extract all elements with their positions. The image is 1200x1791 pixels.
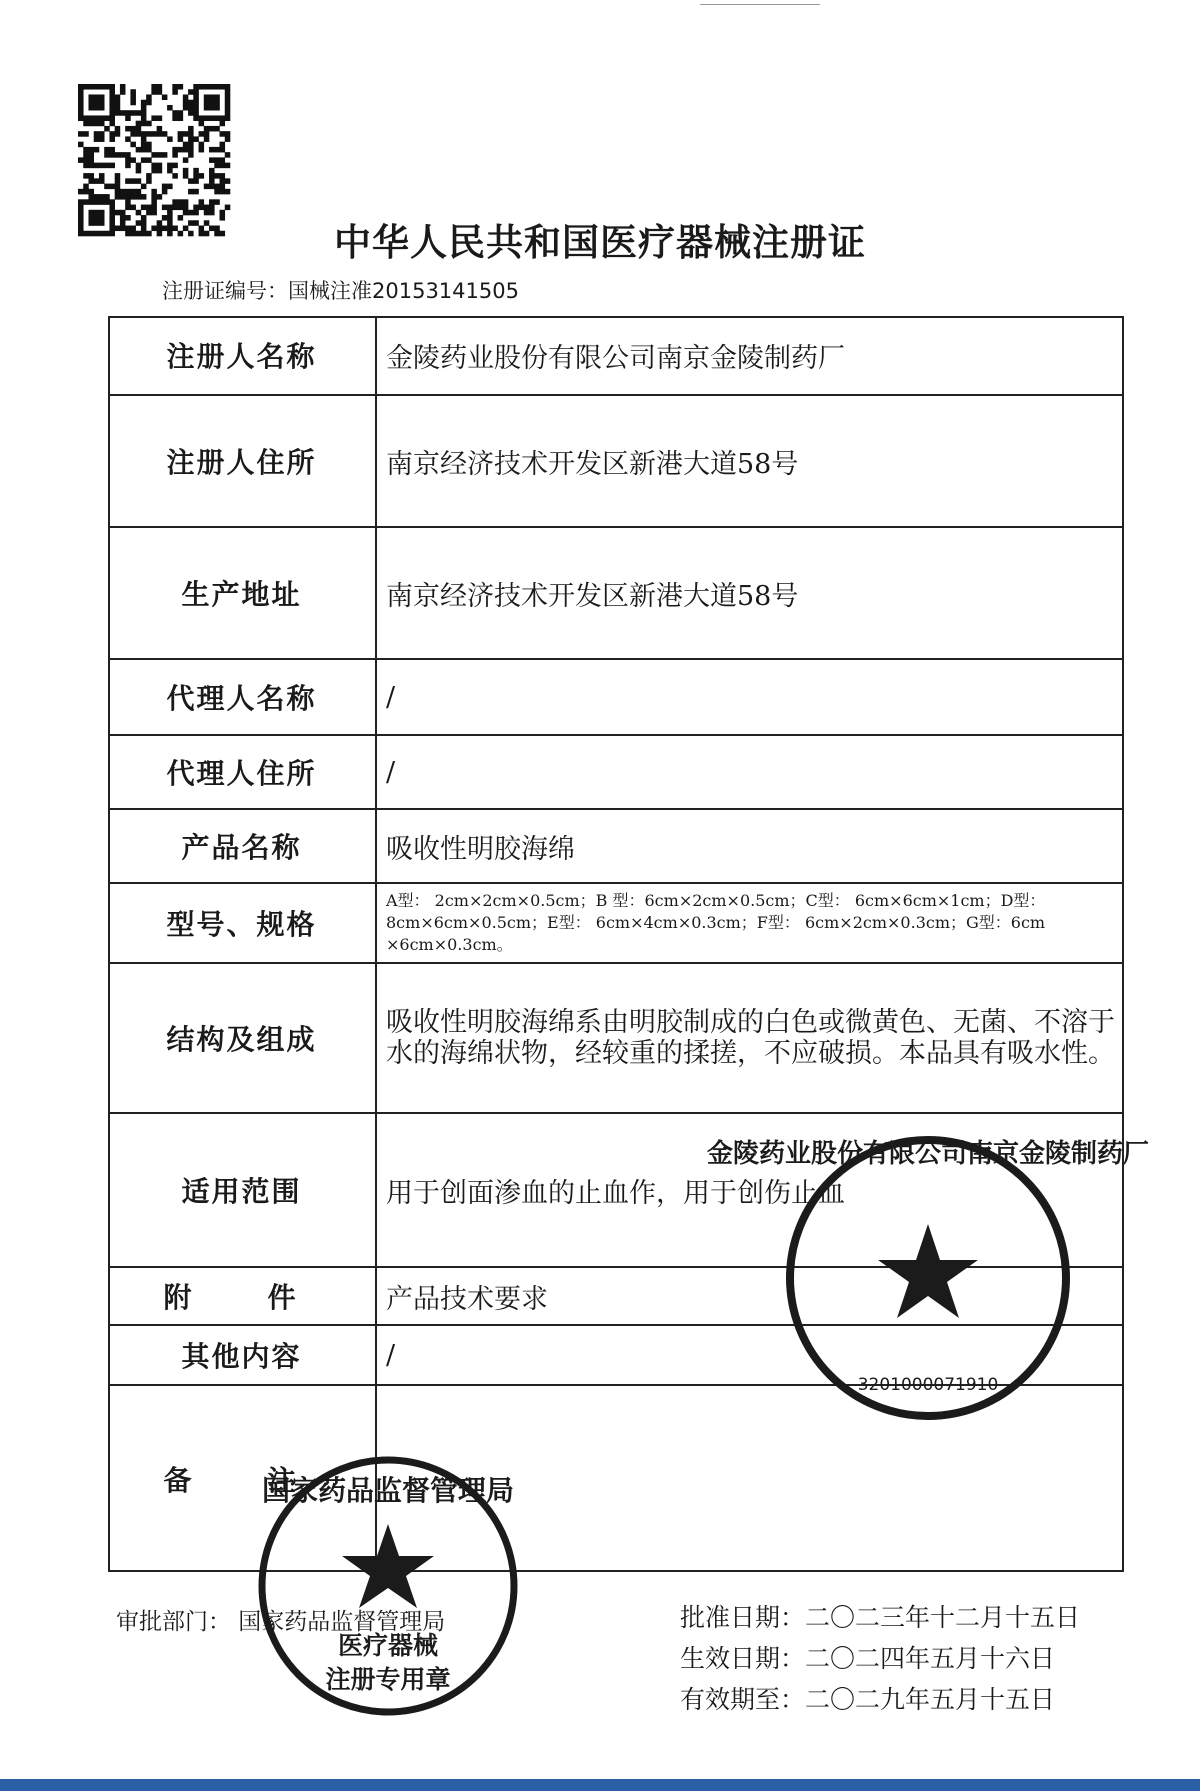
table-row (108, 810, 1124, 884)
row-label-registrant-address: 注册人住所 (166, 446, 317, 479)
row-value-agent-address: / (386, 756, 396, 788)
company-seal-code: 3201000071910 (857, 1375, 999, 1395)
row-label-structure: 结构及组成 (166, 1023, 317, 1056)
row-value-attachment: 产品技术要求 (386, 1283, 548, 1315)
row-label-remarks: 备 注 (163, 1464, 320, 1497)
table-row (108, 528, 1124, 660)
table-row (108, 736, 1124, 810)
approval-department: 审批部门： 国家药品监督管理局 (116, 1609, 446, 1635)
row-label-production-address: 生产地址 (181, 578, 302, 611)
row-value-product-name: 吸收性明胶海绵 (386, 833, 575, 865)
row-value-production-address: 南京经济技术开发区新港大道58号 (386, 580, 799, 612)
company-seal-ring-text: 金陵药业股份有限公司南京金陵制药厂 (706, 1139, 1150, 1169)
authority-seal-ring-text: 国家药品监督管理局 (261, 1474, 515, 1507)
row-value-agent-name: / (386, 681, 396, 713)
document-title: 中华人民共和国医疗器械注册证 (334, 221, 866, 264)
registration-number: 注册证编号：国械注准20153141505 (162, 279, 519, 303)
table-row (108, 316, 1124, 396)
row-value-structure: 吸收性明胶海绵系由明胶制成的白色或微黄色、无菌、不溶于水的海绵状物，经较重的揉搓，不应破损。本品具有吸水性。 (386, 1007, 1115, 1069)
row-label-agent-address: 代理人住所 (166, 757, 317, 790)
table-row (108, 884, 1124, 964)
row-label-product-name: 产品名称 (181, 831, 302, 864)
table-row (108, 964, 1124, 1114)
row-value-other: / (386, 1339, 396, 1371)
table-row (108, 660, 1124, 736)
row-value-scope: 用于创面渗血的止血作，用于创伤止血 (386, 1177, 845, 1209)
approval-date: 批准日期：二〇二三年十二月十五日 (680, 1603, 1081, 1632)
valid-until-date: 有效期至：二〇二九年五月十五日 (680, 1685, 1056, 1714)
effective-date: 生效日期：二〇二四年五月十六日 (680, 1644, 1056, 1673)
row-label-scope: 适用范围 (181, 1175, 302, 1208)
table-row (108, 396, 1124, 528)
row-label-agent-name: 代理人名称 (166, 682, 317, 715)
date-block (680, 1597, 1080, 1720)
row-value-registrant-address: 南京经济技术开发区新港大道58号 (386, 448, 799, 480)
row-value-registrant-name: 金陵药业股份有限公司南京金陵制药厂 (386, 342, 845, 374)
company-seal (706, 1128, 1150, 1428)
row-label-model-spec: 型号、规格 (166, 908, 317, 941)
row-value-model-spec: A型： 2cm×2cm×0.5cm；B 型：6cm×2cm×0.5cm；C型： 6cm×6cm×1cm；D型：8cm×6cm×0.5cm；E型： 6cm×4cm×0.3cm；F型： 6cm×2cm×0.3cm；G型：6cm ×6cm×0.3cm。 (386, 891, 1046, 954)
scan-mark (700, 4, 820, 5)
row-label-attachment: 附 件 (163, 1281, 320, 1314)
authority-seal (250, 1448, 526, 1724)
authority-seal-line2: 注册专用章 (325, 1665, 451, 1694)
scan-edge-bar (0, 1779, 1200, 1791)
authority-seal-line1: 医疗器械 (337, 1631, 439, 1660)
row-label-other: 其他内容 (181, 1340, 302, 1373)
row-label-registrant-name: 注册人名称 (166, 340, 317, 373)
